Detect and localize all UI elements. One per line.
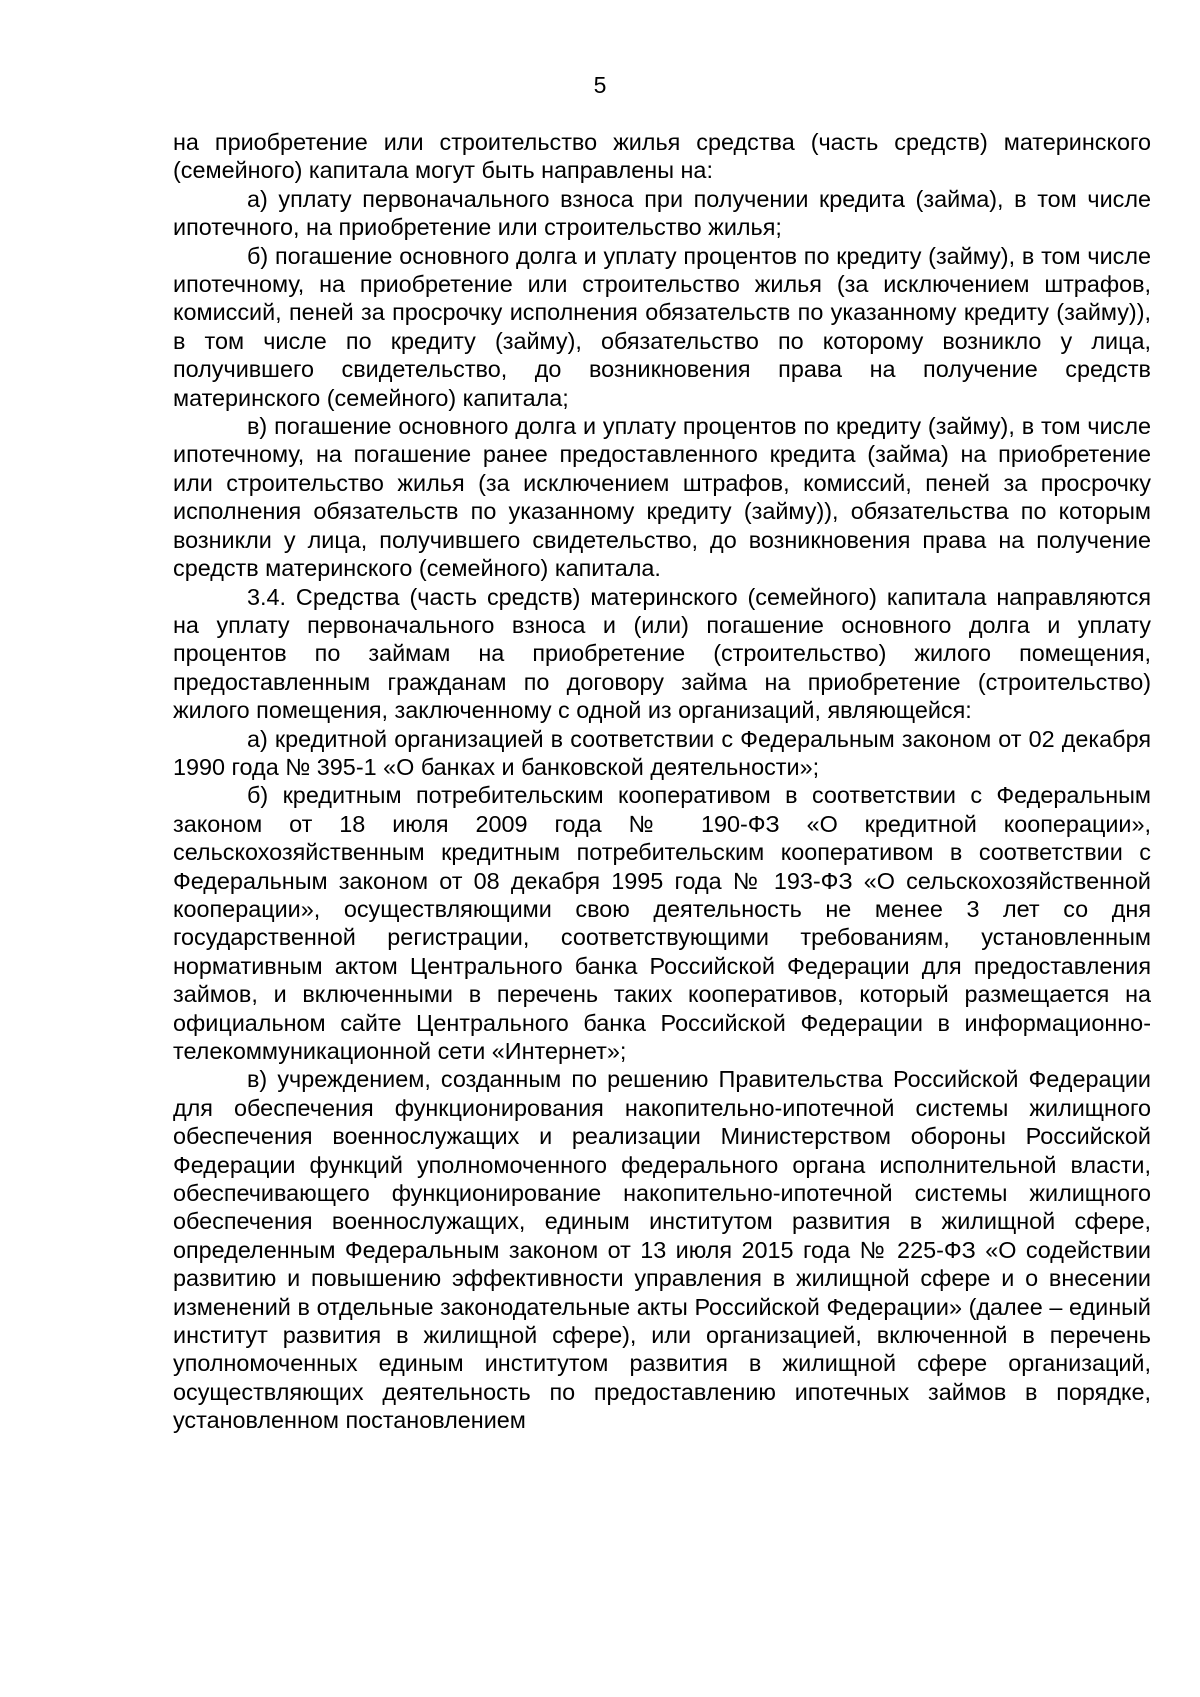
paragraph-intro: на приобретение или строительство жилья средства (часть средств) материнского (семейного) капитала могут быть направлены на:	[173, 129, 1151, 184]
paragraph-3-4-item-b: б) кредитным потребительским кооперативом в соответствии с Федеральным законом от 18 июля 2009 года № 190-ФЗ «О кредитной кооперации», сельскохозяйственным кредитным потребительским кооперативом в соответствии с Федеральным законом от 08 декабря 1995 года № 193-ФЗ «О сельскохозяйственной кооперации», осуществляющими свою деятельность не менее 3 лет со дня государственной регистрации, соответствующими требованиям, установленным нормативным актом Центрального банка Российской Федерации для предоставления займов, и включенными в перечень таких кооперативов, который размещается на официальном сайте Центрального банка Российской Федерации в информационно-телекоммуникационной сети «Интернет»;	[173, 782, 1151, 1064]
paragraph-section-3-4: 3.4. Средства (часть средств) материнского (семейного) капитала направляются на уплату первоначального взноса и (или) погашение основного долга и уплату процентов по займам на приобретение (строительство) жилого помещения, предоставленным гражданам по договору займа на приобретение (строительство) жилого помещения, заключенному с одной из организаций, являющейся:	[173, 583, 1151, 724]
paragraph-3-4-item-a: а) кредитной организацией в соответствии с Федеральным законом от 02 декабря 1990 года № 395-1 «О банках и банковской деятельности»;	[173, 725, 1151, 780]
paragraph-item-b: б) погашение основного долга и уплату процентов по кредиту (займу), в том числе ипотечному, на приобретение или строительство жилья (за исключением штрафов, комиссий, пеней за просрочку исполнения обязательств по указанному кредиту (займу)), в том числе по кредиту (займу), обязательство по которому возникло у лица, получившего свидетельство, до возникновения права на получение средств материнского (семейного) капитала;	[173, 242, 1151, 411]
paragraph-3-4-item-v: в) учреждением, созданным по решению Правительства Российской Федерации для обеспечения функционирования накопительно-ипотечной системы жилищного обеспечения военнослужащих и реализации Министерством обороны Российской Федерации функций уполномоченного федерального органа исполнительной власти, обеспечивающего функционирование накопительно-ипотечной системы жилищного обеспечения военнослужащих, единым институтом развития в жилищной сфере, определенным Федеральным законом от 13 июля 2015 года № 225-ФЗ «О содействии развитию и повышению эффективности управления в жилищной сфере и о внесении изменений в отдельные законодательные акты Российской Федерации» (далее – единый институт развития в жилищной сфере), или организацией, включенной в перечень уполномоченных единым институтом развития в жилищной сфере организаций, осуществляющих деятельность по предоставлению ипотечных займов в порядке, установленном постановлением	[173, 1066, 1151, 1434]
paragraph-item-a: а) уплату первоначального взноса при получении кредита (займа), в том числе ипотечного, на приобретение или строительство жилья;	[173, 185, 1151, 241]
page-number: 5	[593, 72, 607, 98]
paragraph-item-v: в) погашение основного долга и уплату процентов по кредиту (займу), в том числе ипотечному, на погашение ранее предоставленного кредита (займа) на приобретение или строительство жилья (за исключением штрафов, комиссий, пеней за просрочку исполнения обязательств по указанному кредиту (займу)), обязательства по которым возникли у лица, получившего свидетельство, до возникновения права на получение средств материнского (семейного) капитала.	[173, 413, 1151, 582]
document-body	[173, 128, 1151, 1435]
